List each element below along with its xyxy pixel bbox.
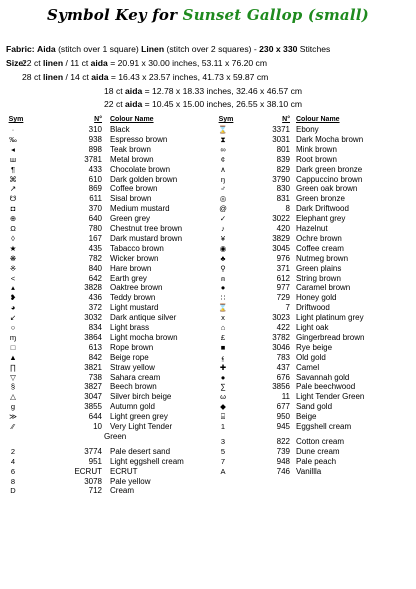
stitch-symbol: ※: [9, 263, 17, 273]
stitch-symbol: ↗: [9, 184, 17, 194]
thread-number: 829: [276, 164, 290, 174]
thread-number: 372: [88, 303, 102, 313]
stitch-symbol: ◊: [11, 233, 15, 243]
colour-name: Green bronze: [296, 194, 345, 204]
thread-number: 3045: [272, 243, 290, 253]
thread-number: 869: [88, 184, 102, 194]
colour-name: Dark Driftwood: [296, 204, 349, 214]
colour-name: Pale desert sand: [110, 446, 171, 456]
stitch-symbol: ♣: [220, 253, 226, 263]
stitch-symbol: ✓: [219, 214, 227, 224]
colour-name: Nutmeg brown: [296, 253, 349, 263]
stitch-symbol: ∧: [220, 164, 226, 174]
thread-number: 976: [276, 253, 290, 263]
thread-number: 11: [281, 392, 290, 402]
stitch-symbol: ◘: [10, 204, 16, 214]
colour-name: Espresso brown: [110, 134, 168, 144]
thread-number: 370: [88, 204, 102, 214]
thread-number: 436: [88, 293, 102, 303]
colour-name: Medium mustard: [110, 204, 170, 214]
thread-number: 739: [276, 446, 290, 456]
size-line-part: 28 ct: [22, 72, 44, 82]
stitch-symbol: ⊕: [9, 214, 17, 224]
thread-number: 780: [88, 224, 102, 233]
thread-number: 712: [88, 486, 102, 496]
stitch-symbol: 5: [220, 446, 226, 456]
stitch-symbol: □: [10, 342, 16, 352]
colour-name: Light oak: [296, 323, 329, 332]
thread-number: 3046: [272, 342, 290, 352]
colour-name: Teddy brown: [110, 293, 156, 303]
fabric-line: [6, 44, 330, 54]
stitch-symbol: ⌘: [9, 174, 17, 184]
colour-name: Beige rope: [110, 352, 149, 362]
size-line-part: = 16.43 x 23.57 inches, 41.73 x 59.87 cm: [108, 72, 269, 82]
colour-name: Metal brown: [110, 154, 154, 164]
colour-name: Mink brown: [296, 144, 337, 154]
colour-name: Chestnut tree brown: [110, 224, 183, 233]
stitch-symbol: ⌂: [220, 323, 226, 332]
thread-number: 948: [276, 456, 290, 466]
stitch-symbol: 8: [10, 476, 16, 486]
stitch-symbol: ♂: [220, 184, 226, 194]
thread-number: 898: [88, 144, 102, 154]
thread-number: 612: [276, 273, 290, 283]
colour-name: Dark golden brown: [110, 174, 178, 184]
size-line: [22, 58, 267, 68]
thread-number: 840: [88, 263, 102, 273]
stitch-symbol: ⁄⁄: [11, 422, 15, 431]
colour-name: Savannah gold: [296, 372, 350, 382]
stitch-symbol: ⍷: [220, 352, 226, 362]
thread-number: ECRUT: [74, 466, 102, 476]
colour-name: Light green grey: [110, 412, 168, 422]
stitch-symbol: ◎: [219, 194, 227, 204]
colour-name: Hazelnut: [296, 224, 328, 233]
size-line-part: = 10.45 x 15.00 inches, 26.55 x 38.10 cm: [142, 99, 303, 109]
stitch-count-label: Stitches: [299, 44, 331, 54]
size-line-part: = 20.91 x 30.00 inches, 53.11 x 76.20 cm: [107, 58, 268, 68]
thread-number: 3047: [84, 392, 102, 402]
colour-name: Ebony: [296, 125, 319, 134]
colour-name: Straw yellow: [110, 362, 155, 372]
stitch-symbol: ‰: [9, 134, 17, 144]
colour-name: Driftwood: [296, 303, 330, 313]
stitch-symbol: ш: [9, 154, 17, 164]
thread-number: 842: [88, 352, 102, 362]
thread-number: 610: [88, 174, 102, 184]
thread-number: 7: [285, 303, 290, 313]
stitch-symbol: ¢: [220, 154, 226, 164]
colour-name: Silver birch beige: [110, 392, 172, 402]
colour-name: Cotton cream: [296, 436, 345, 446]
stitch-symbol: ✚: [219, 362, 227, 372]
thread-number: 830: [276, 184, 290, 194]
colour-name: Light mocha brown: [110, 332, 178, 342]
colour-name: Light Tender Green: [296, 392, 365, 402]
colour-name: Oaktree brown: [110, 283, 163, 293]
colour-name: Green plains: [296, 263, 342, 273]
stitch-symbol: x: [221, 313, 225, 323]
colour-name: Light platinum grey: [296, 313, 364, 323]
colour-name: Autumn gold: [110, 402, 155, 412]
thread-number: 676: [276, 372, 290, 382]
thread-number: 782: [88, 253, 102, 263]
colour-name: Wicker brown: [110, 253, 159, 263]
thread-number: 3078: [84, 476, 102, 486]
size-line-part: / 14 ct: [63, 72, 92, 82]
stitch-symbol: 3: [220, 436, 226, 446]
thread-number: 746: [276, 466, 290, 476]
colour-name: Pale peach: [296, 456, 337, 466]
thread-number: 3827: [84, 382, 102, 392]
thread-number: 3023: [272, 313, 290, 323]
colour-name: Light mustard: [110, 303, 159, 313]
colour-name: Black: [110, 125, 130, 134]
stitch-symbol: ▽: [10, 372, 16, 382]
column-header-num: N°: [94, 116, 102, 123]
stitch-symbol: ¶: [10, 164, 16, 174]
thread-number: 839: [276, 154, 290, 164]
stitch-symbol: ∏: [9, 362, 17, 372]
thread-number: 977: [276, 283, 290, 293]
stitch-symbol: ▲: [9, 352, 17, 362]
thread-number: 945: [276, 422, 290, 431]
stitch-symbol: ⧗: [220, 134, 226, 144]
colour-name: ECRUT: [110, 466, 138, 476]
stitch-symbol: 2: [10, 446, 16, 456]
colour-name: Elephant grey: [296, 214, 346, 224]
thread-number: 371: [276, 263, 290, 273]
thread-number: 783: [276, 352, 290, 362]
colour-name: Vanillla: [296, 466, 322, 476]
stitch-symbol: ∑: [220, 382, 226, 392]
fabric-linen: Linen: [141, 44, 165, 54]
thread-number: 310: [88, 125, 102, 134]
size-line-part: linen: [43, 72, 64, 82]
size-line-part: 18 ct: [104, 86, 126, 96]
thread-number: 167: [88, 233, 102, 243]
colour-name: Gingerbread brown: [296, 332, 365, 342]
colour-name: Sahara cream: [110, 372, 161, 382]
stitch-symbol: ɱ: [9, 332, 17, 342]
thread-number: 3032: [84, 313, 102, 323]
fabric-label: Fabric:: [6, 44, 35, 54]
stitch-symbol: ◂: [11, 144, 15, 154]
thread-number: 3828: [84, 283, 102, 293]
thread-number: 738: [88, 372, 102, 382]
stitch-symbol: 4: [10, 456, 16, 466]
stitch-symbol: ⌸: [220, 412, 226, 422]
colour-name: Coffee cream: [296, 243, 344, 253]
column-header-num: N°: [282, 116, 290, 123]
fabric-aida: Aida: [37, 44, 56, 54]
stitch-symbol: ∷: [220, 293, 226, 303]
stitch-symbol: ■: [220, 342, 226, 352]
fabric-aida-desc: (stitch over 1 square): [58, 44, 139, 54]
size-line-part: = 12.78 x 18.33 inches, 32.46 x 46.57 cm: [142, 86, 303, 96]
stitch-symbol: ↙: [9, 313, 17, 323]
stitch-symbol: ɡ: [10, 402, 16, 412]
column-header-name: Colour Name: [296, 116, 340, 123]
colour-name: Camel: [296, 362, 320, 372]
stitch-symbol: ⚲: [220, 263, 226, 273]
thread-number: 729: [276, 293, 290, 303]
stitch-count: 230 x 330: [259, 44, 298, 54]
thread-number: 3864: [84, 332, 102, 342]
size-line-part: aida: [90, 58, 108, 68]
thread-number: 433: [88, 164, 102, 174]
colour-name: Caramel brown: [296, 283, 351, 293]
stitch-symbol: ◕: [10, 303, 16, 313]
size-label: Size:: [6, 58, 27, 68]
thread-number: 3031: [272, 134, 290, 144]
thread-number: 8: [285, 204, 290, 214]
stitch-symbol: 1: [220, 422, 226, 431]
colour-name-continued: Green: [104, 431, 127, 441]
thread-number: 3774: [84, 446, 102, 456]
size-line: [104, 99, 302, 109]
stitch-symbol: ≫: [9, 412, 17, 422]
thread-number: 938: [88, 134, 102, 144]
size-line-part: 22 ct: [22, 58, 44, 68]
thread-number: 822: [276, 436, 290, 446]
thread-number: 611: [89, 194, 102, 204]
colour-name: Dark Mocha brown: [296, 134, 364, 144]
stitch-symbol: ◆: [220, 402, 226, 412]
stitch-symbol: ω: [220, 392, 226, 402]
colour-name: Green oak brown: [296, 184, 358, 194]
stitch-symbol: £: [220, 332, 226, 342]
colour-name: Teak brown: [110, 144, 151, 154]
thread-number: 640: [88, 214, 102, 224]
thread-number: 3371: [272, 125, 290, 134]
stitch-symbol: ❋: [9, 253, 17, 263]
colour-name: Very Light Tender: [110, 422, 173, 431]
thread-number: 435: [88, 243, 102, 253]
colour-name: Rope brown: [110, 342, 154, 352]
size-line: [22, 72, 268, 82]
thread-number: 951: [88, 456, 102, 466]
thread-number: 3821: [84, 362, 102, 372]
size-line-part: linen: [43, 58, 64, 68]
colour-name: Dark antique silver: [110, 313, 177, 323]
stitch-symbol: ¥: [220, 233, 226, 243]
stitch-symbol: ❥: [9, 293, 17, 303]
stitch-symbol: ★: [9, 243, 17, 253]
thread-number: 420: [276, 224, 290, 233]
stitch-symbol: 6: [10, 466, 16, 476]
thread-number: 801: [276, 144, 290, 154]
size-line-part: aida: [125, 86, 143, 96]
column-header-sym: Sym: [218, 116, 234, 123]
stitch-symbol: ⌛: [218, 125, 228, 134]
colour-name: Sisal brown: [110, 194, 152, 204]
size-line-part: aida: [125, 99, 143, 109]
thread-number: 613: [88, 342, 102, 352]
column-header-name: Colour Name: [110, 116, 154, 123]
stitch-symbol: ⍝: [220, 273, 226, 283]
colour-name: Green grey: [110, 214, 151, 224]
thread-number: 834: [88, 323, 102, 332]
colour-name: Dune cream: [296, 446, 340, 456]
colour-name: Ochre brown: [296, 233, 342, 243]
colour-name: Beech brown: [110, 382, 157, 392]
thread-number: 422: [276, 323, 290, 332]
stitch-symbol: D: [10, 486, 16, 496]
size-line-part: 22 ct: [104, 99, 126, 109]
colour-name: Honey gold: [296, 293, 337, 303]
stitch-symbol: Ω: [10, 224, 16, 233]
colour-name: Hare brown: [110, 263, 152, 273]
design-name: Sunset Gallop (small): [182, 6, 369, 24]
stitch-symbol: ◉: [219, 243, 227, 253]
colour-name: Coffee brown: [110, 184, 158, 194]
thread-number: 3790: [272, 174, 290, 184]
thread-number: 10: [93, 422, 102, 431]
colour-name: Pale beechwood: [296, 382, 356, 392]
thread-number: 3782: [272, 332, 290, 342]
thread-number: 437: [276, 362, 290, 372]
thread-number: 831: [276, 194, 290, 204]
thread-number: 677: [276, 402, 290, 412]
thread-number: 3855: [84, 402, 102, 412]
stitch-symbol: ●: [220, 372, 226, 382]
stitch-symbol: ○: [10, 323, 16, 332]
stitch-symbol: ▴: [11, 283, 15, 293]
colour-name: Earth grey: [110, 273, 147, 283]
thread-number: 644: [88, 412, 102, 422]
thread-number: 3781: [84, 154, 102, 164]
stitch-symbol: A: [220, 466, 226, 476]
thread-number: 3022: [272, 214, 290, 224]
stitch-symbol: ●: [220, 283, 226, 293]
colour-name: Old gold: [296, 352, 326, 362]
page-title: [0, 6, 416, 24]
stitch-symbol: §: [10, 382, 16, 392]
size-line-part: aida: [91, 72, 109, 82]
colour-name: Cream: [110, 486, 135, 496]
colour-name: String brown: [296, 273, 341, 283]
stitch-symbol: 7: [220, 456, 226, 466]
colour-name: Cappuccino brown: [296, 174, 363, 184]
thread-number: 3829: [272, 233, 290, 243]
colour-name: Tabacco brown: [110, 243, 164, 253]
stitch-symbol: ∞: [220, 144, 226, 154]
colour-name: Eggshell cream: [296, 422, 352, 431]
colour-name: Light eggshell cream: [110, 456, 184, 466]
size-line: [104, 86, 302, 96]
title-prefix: Symbol Key for: [47, 6, 178, 24]
colour-name: Root brown: [296, 154, 337, 164]
thread-number: 3856: [272, 382, 290, 392]
thread-number: 642: [88, 273, 102, 283]
colour-name: Light brass: [110, 323, 150, 332]
colour-name: Chocolate brown: [110, 164, 171, 174]
fabric-linen-desc: (stitch over 2 squares) -: [166, 44, 257, 54]
stitch-symbol: @: [219, 204, 227, 214]
colour-name: Pale yellow: [110, 476, 151, 486]
colour-name: Dark green bronze: [296, 164, 363, 174]
stitch-symbol: △: [10, 392, 16, 402]
stitch-symbol: ŋ: [220, 174, 226, 184]
stitch-symbol: ⌛: [218, 303, 228, 313]
stitch-symbol: ☋: [9, 194, 17, 204]
colour-name: Sand gold: [296, 402, 333, 412]
colour-name: Rye beige: [296, 342, 333, 352]
column-header-sym: Sym: [8, 116, 24, 123]
thread-number: 950: [276, 412, 290, 422]
stitch-symbol: <: [10, 273, 16, 283]
size-line-part: / 11 ct: [63, 58, 91, 68]
colour-name: Dark mustard brown: [110, 233, 183, 243]
stitch-symbol: ·: [11, 125, 15, 134]
colour-name: Beige: [296, 412, 317, 422]
stitch-symbol: ♪: [221, 224, 225, 233]
